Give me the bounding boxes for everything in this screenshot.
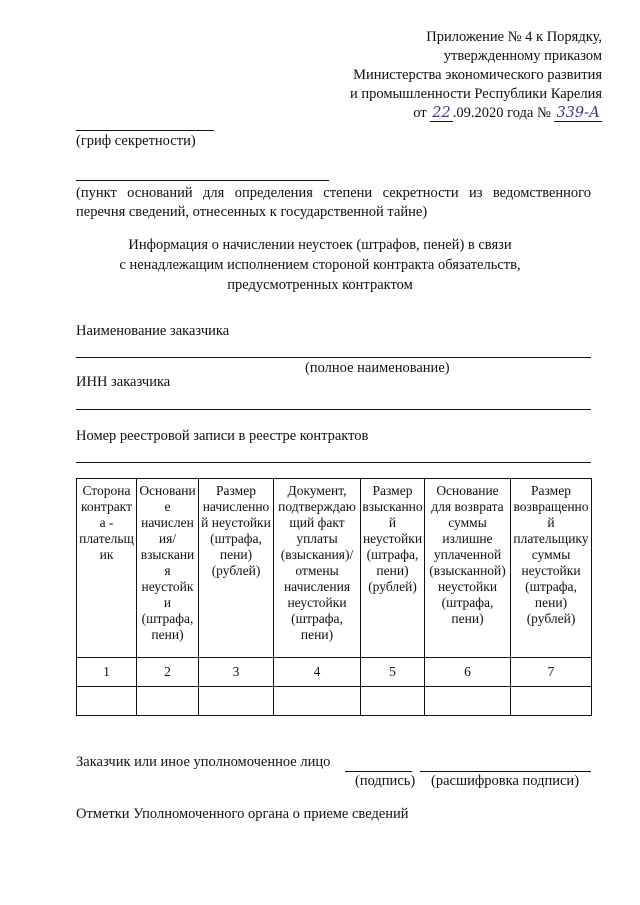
- appendix-date-prefix: от: [413, 105, 427, 121]
- table-cell[interactable]: [137, 687, 199, 716]
- customer-name-label: Наименование заказчика: [76, 323, 230, 339]
- column-number: 3: [199, 658, 274, 687]
- table-cell[interactable]: [77, 687, 137, 716]
- table-header-cell: Размер начисленной неустойки (штрафа, пени) (рублей): [199, 479, 274, 658]
- registry-label: Номер реестровой записи в реестре контрактов: [76, 428, 369, 444]
- title-line-1: Информация о начислении неустоек (штрафов, пеней) в связи: [128, 237, 512, 253]
- table-header-cell: Размер возвращенной плательщику суммы неустойки (штрафа, пени) (рублей): [511, 479, 592, 658]
- penalties-table: [76, 478, 592, 716]
- table-header-cell: Основание для возврата суммы излишне уплаченной (взысканной) неустойки (штрафа, пени): [425, 479, 511, 658]
- signature-sign-line: [345, 771, 412, 772]
- table-header-cell: Сторона контракта - плательщик: [77, 479, 137, 658]
- appendix-line-5: [350, 104, 602, 123]
- table-header-cell: Размер взысканной неустойки (штрафа, пени) (рублей): [361, 479, 425, 658]
- signature-label: Заказчик или иное уполномоченное лицо: [76, 754, 331, 770]
- table-row: [77, 687, 592, 716]
- signature-decode-hint: (расшифровка подписи): [431, 773, 580, 789]
- appendix-order-number: 339-А: [556, 105, 600, 121]
- secrecy-basis-line: [76, 180, 329, 181]
- table-cell[interactable]: [199, 687, 274, 716]
- secrecy-basis-label-1: (пункт оснований для определения степени секретности из ведомственного: [76, 185, 591, 201]
- table-cell[interactable]: [511, 687, 592, 716]
- inn-label: ИНН заказчика: [76, 374, 171, 390]
- appendix-line-2: утвержденному приказом: [443, 48, 602, 64]
- table-header-row: [77, 479, 592, 658]
- column-number: 5: [361, 658, 425, 687]
- column-number: 4: [274, 658, 361, 687]
- table-cell[interactable]: [361, 687, 425, 716]
- document-title: [0, 235, 640, 295]
- table-header-cell: Документ, подтверждающий факт уплаты (взыскания)/ отмены начисления неустойки (штрафа, пени): [274, 479, 361, 658]
- appendix-line-1: Приложение № 4 к Порядку,: [426, 29, 602, 45]
- column-number: 1: [77, 658, 137, 687]
- registry-line: [76, 462, 591, 463]
- column-number: 2: [137, 658, 199, 687]
- appendix-line-4: и промышленности Республики Карелия: [349, 86, 602, 102]
- table-header-cell: Основание начисления/ взыскания неустойки (штрафа, пени): [137, 479, 199, 658]
- secrecy-stamp-label: (гриф секретности): [76, 133, 196, 149]
- signature-sign-hint: (подпись): [355, 773, 416, 789]
- customer-name-hint: (полное наименование): [305, 360, 450, 376]
- appendix-line-3: Министерства экономического развития: [353, 67, 602, 83]
- title-line-3: предусмотренных контрактом: [227, 277, 413, 293]
- customer-name-line: [76, 357, 591, 358]
- inn-line: [76, 409, 591, 410]
- secrecy-basis-label-2: перечня сведений, отнесенных к государственной тайне): [76, 204, 428, 220]
- appendix-date-rest: .09.2020 года №: [452, 105, 551, 121]
- appendix-block: [350, 28, 602, 123]
- table-number-row: [77, 658, 592, 687]
- table-cell[interactable]: [274, 687, 361, 716]
- title-line-2: с ненадлежащим исполнением стороной контракта обязательств,: [119, 257, 521, 273]
- column-number: 7: [511, 658, 592, 687]
- appendix-date-day: 22: [432, 105, 451, 121]
- table-cell[interactable]: [425, 687, 511, 716]
- column-number: 6: [425, 658, 511, 687]
- signature-decode-line: [420, 771, 591, 772]
- secrecy-stamp-line: [76, 130, 214, 131]
- authority-notes-label: Отметки Уполномоченного органа о приеме сведений: [76, 806, 409, 822]
